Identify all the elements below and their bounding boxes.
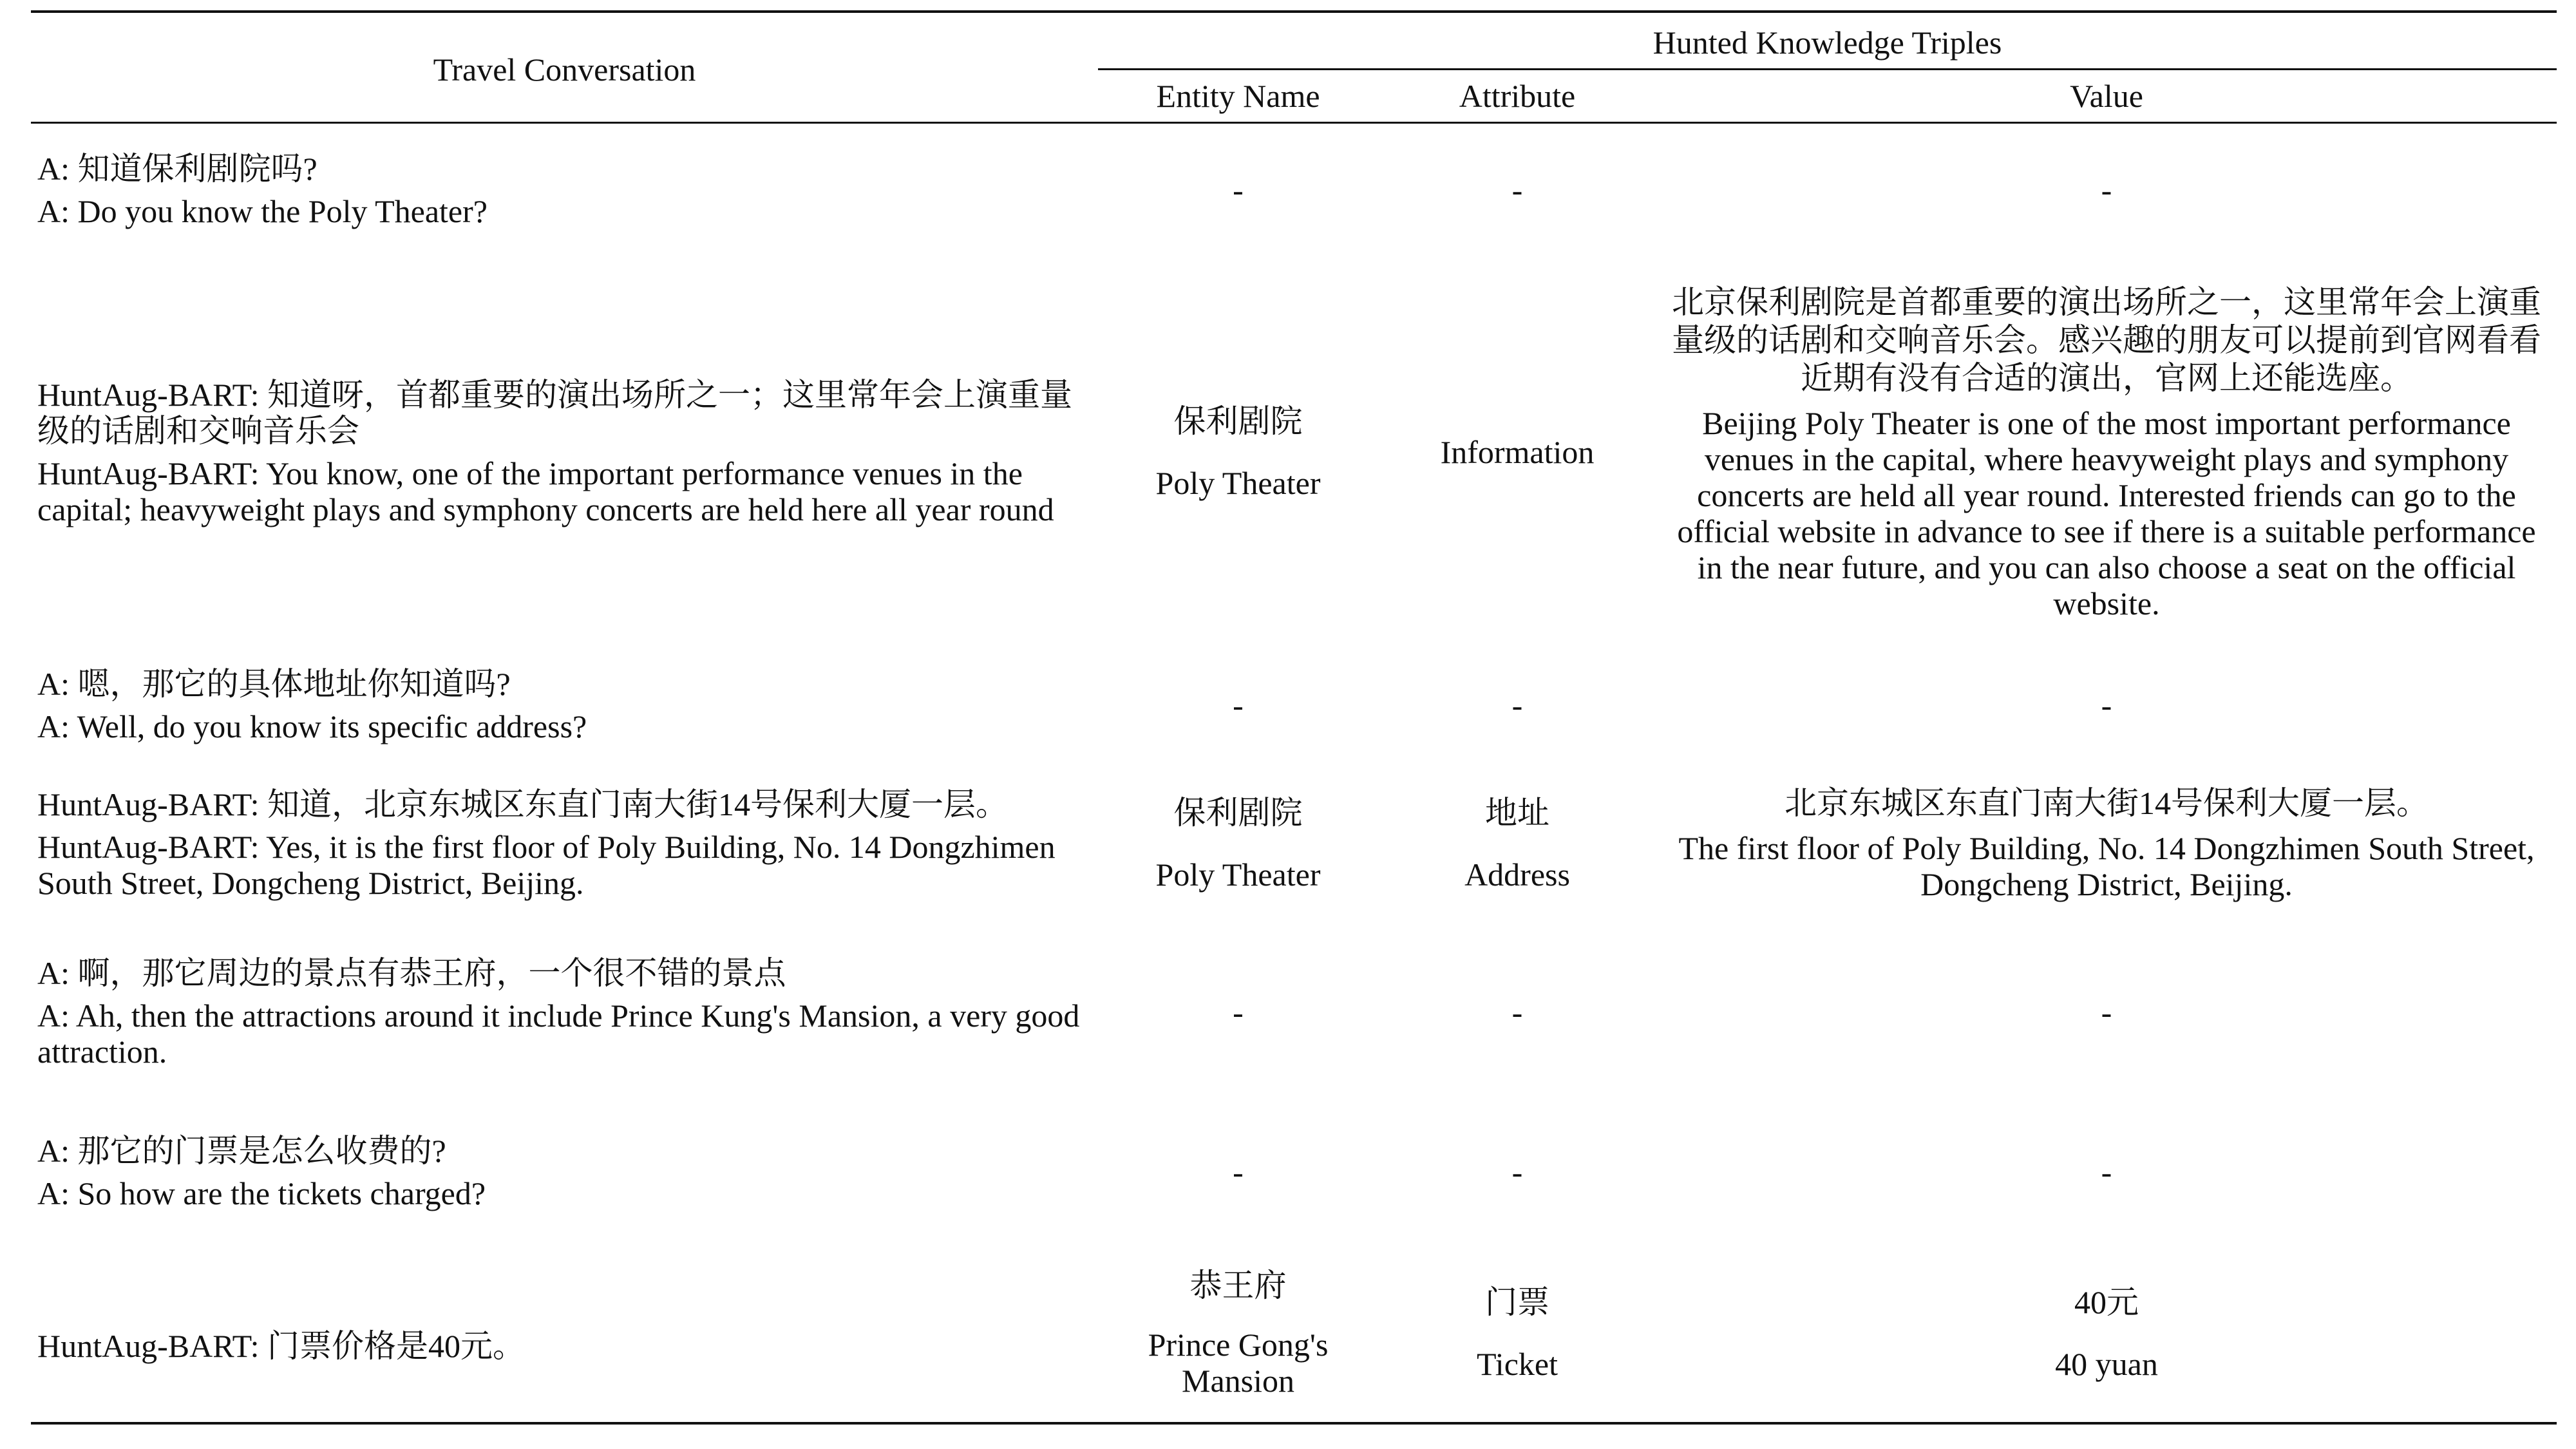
header-attribute: Attribute [1378,70,1656,123]
entity-cell [1098,925,1378,1099]
value-zh: 北京东城区东直门南大街14号保利大厦一层。 [1785,785,2429,821]
attribute-zh: 地址 [1485,794,1549,831]
attribute-zh: 门票 [1485,1284,1549,1320]
entity-empty: - [1233,994,1244,1030]
conversation-cell [31,1244,1098,1423]
value-en: Beijing Poly Theater is one of the most important performance venues in the capital, where heavyweight plays and symphony concerts are held all year round. Interested friends can go to the official website in advance to see if there is a suitable performance in the near future, and you can also choose a seat on the official website. [1677,404,2536,621]
knowledge-triples-table [31,10,2557,1425]
header-entity-name: Entity Name [1098,70,1378,123]
conversation-cell [31,649,1098,761]
entity-en: Poly Theater [1155,856,1321,893]
header-hunted-knowledge-triples: Hunted Knowledge Triples [1098,12,2557,70]
entity-empty: - [1233,687,1244,723]
conversation-en: A: So how are the tickets charged? [37,1175,486,1211]
conversation-en: A: Ah, then the attractions around it include Prince Kung's Mansion, a very good attraction. [37,998,1080,1070]
attribute-en: Address [1464,856,1570,893]
conversation-cell [31,761,1098,925]
conversation-en: A: Well, do you know its specific address? [37,708,587,744]
header-value: Value [1656,70,2557,123]
value-empty: - [2101,171,2112,208]
attribute-cell [1378,256,1656,649]
attribute-en: Information [1440,434,1595,470]
attribute-cell [1378,761,1656,925]
conversation-en: HuntAug-BART: Yes, it is the first floor of Poly Building, No. 14 Dongzhimen South Street, Dongcheng District, Beijing. [37,828,1056,901]
value-cell [1656,123,2557,256]
conversation-cell [31,1099,1098,1244]
value-cell [1656,256,2557,649]
table-row [31,761,2557,925]
value-empty: - [2101,687,2112,723]
entity-cell [1098,1099,1378,1244]
attribute-en: Ticket [1477,1346,1558,1382]
attribute-empty: - [1511,171,1523,208]
entity-cell [1098,123,1378,256]
attribute-empty: - [1511,1153,1523,1190]
value-zh: 40元 [2074,1284,2139,1320]
entity-cell [1098,649,1378,761]
attribute-empty: - [1511,687,1523,723]
conversation-zh: A: 嗯，那它的具体地址你知道吗? [37,665,511,702]
attribute-cell [1378,649,1656,761]
entity-zh: 保利剧院 [1173,794,1303,831]
entity-zh: 恭王府 [1189,1267,1287,1303]
conversation-cell [31,123,1098,256]
entity-empty: - [1233,1153,1244,1190]
value-cell [1656,925,2557,1099]
conversation-en: A: Do you know the Poly Theater? [37,193,488,229]
value-empty: - [2101,1153,2112,1190]
entity-empty: - [1233,171,1244,208]
header-travel-conversation: Travel Conversation [31,12,1098,123]
attribute-cell [1378,1244,1656,1423]
conversation-zh: HuntAug-BART: 知道呀，首都重要的演出场所之一；这里常年会上演重量级的话剧和交响音乐会 [37,377,1073,449]
value-en: 40 yuan [2055,1346,2158,1382]
value-empty: - [2101,994,2112,1030]
value-cell [1656,1099,2557,1244]
entity-cell [1098,256,1378,649]
table-row [31,1244,2557,1423]
entity-en: Poly Theater [1155,465,1321,501]
table-header [31,12,2557,123]
value-cell [1656,1244,2557,1423]
table-body [31,123,2557,1424]
table-row [31,649,2557,761]
table-row [31,1099,2557,1244]
value-zh: 北京保利剧院是首都重要的演出场所之一，这里常年会上演重量级的话剧和交响音乐会。感兴趣的朋友可以提前到官网看看近期有没有合适的演出，官网上还能选座。 [1672,283,2541,396]
value-cell [1656,649,2557,761]
conversation-zh: HuntAug-BART: 门票价格是40元。 [37,1328,526,1364]
attribute-cell [1378,925,1656,1099]
attribute-cell [1378,123,1656,256]
entity-cell [1098,1244,1378,1423]
conversation-zh: A: 啊，那它周边的景点有恭王府，一个很不错的景点 [37,955,786,991]
value-en: The first floor of Poly Building, No. 14 Dongzhimen South Street, Dongcheng District, Beijing. [1678,830,2535,902]
attribute-cell [1378,1099,1656,1244]
table-row [31,123,2557,256]
entity-zh: 保利剧院 [1173,403,1303,439]
conversation-cell [31,256,1098,649]
attribute-empty: - [1511,994,1523,1030]
table-row [31,256,2557,649]
value-cell [1656,761,2557,925]
conversation-zh: HuntAug-BART: 知道，北京东城区东直门南大街14号保利大厦一层。 [37,786,1009,822]
conversation-en: HuntAug-BART: You know, one of the important performance venues in the capital; heavyweight plays and symphony concerts are held here all year round [37,455,1054,527]
entity-cell [1098,761,1378,925]
conversation-zh: A: 那它的门票是怎么收费的? [37,1132,446,1169]
conversation-cell [31,925,1098,1099]
table-row [31,925,2557,1099]
conversation-zh: A: 知道保利剧院吗? [37,150,317,187]
entity-en: Prince Gong's Mansion [1148,1327,1329,1399]
